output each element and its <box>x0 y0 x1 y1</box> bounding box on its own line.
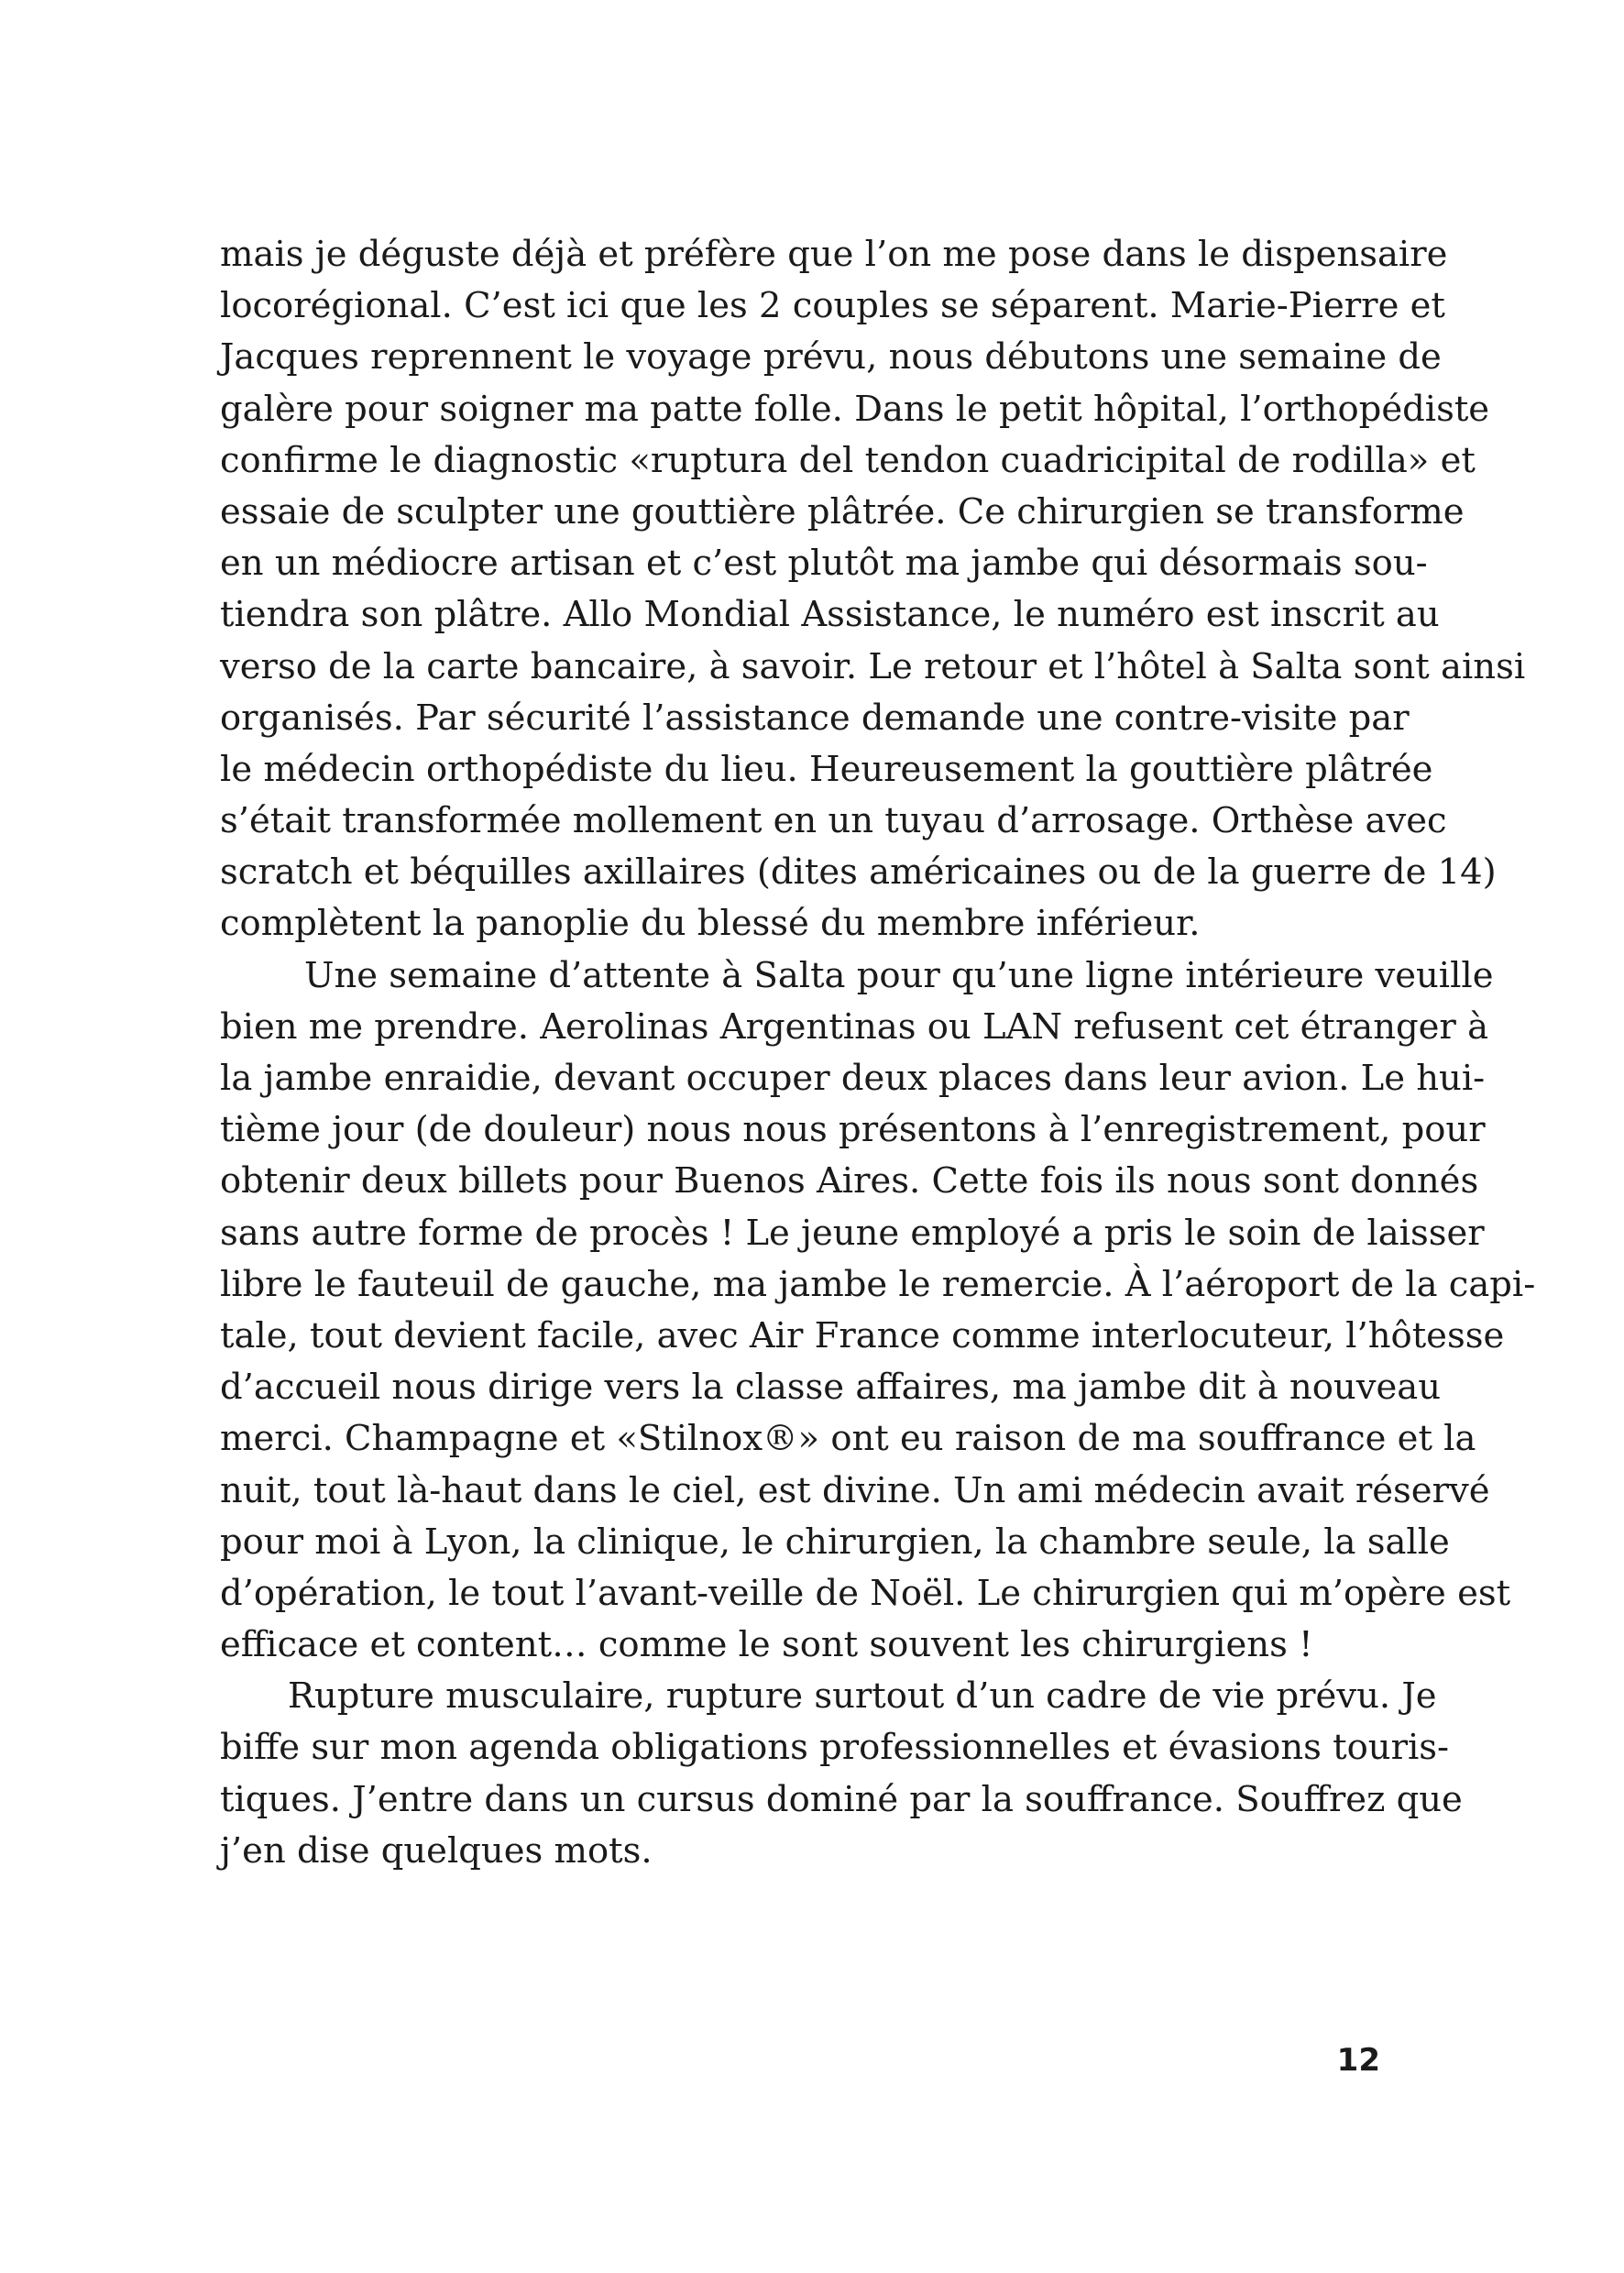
text-line: merci. Champagne et «Stilnox®» ont eu raison de ma souffrance et la <box>220 1418 1476 1460</box>
text-line: Rupture musculaire, rupture surtout d’un cadre de vie prévu. Je <box>288 1675 1437 1718</box>
text-line: le médecin orthopédiste du lieu. Heureusement la gouttière plâtrée <box>220 748 1433 790</box>
text-line: nuit, tout là-haut dans le ciel, est divine. Un ami médecin avait réservé <box>220 1469 1490 1511</box>
text-line: tiques. J’entre dans un cursus dominé par la souffrance. Souffrez que <box>220 1778 1463 1820</box>
body-text <box>220 229 1536 1877</box>
text-line: complètent la panoplie du blessé du membre inférieur. <box>220 903 1201 945</box>
text-line: biffe sur mon agenda obligations professionnelles et évasions touris- <box>220 1727 1450 1769</box>
text-line: bien me prendre. Aerolinas Argentinas ou LAN refusent cet étranger à <box>220 1005 1489 1048</box>
text-line: Une semaine d’attente à Salta pour qu’une ligne intérieure veuille <box>304 954 1494 996</box>
paragraph-3 <box>220 1671 1463 1877</box>
text-line: tiendra son plâtre. Allo Mondial Assistance, le numéro est inscrit au <box>220 594 1440 636</box>
text-line: en un médiocre artisan et c’est plutôt ma jambe qui désormais sou- <box>220 543 1428 585</box>
text-line: obtenir deux billets pour Buenos Aires. Cette fois ils nous sont donnés <box>220 1160 1479 1202</box>
text-line: efficace et content… comme le sont souvent les chirurgiens ! <box>220 1624 1313 1666</box>
text-line: scratch et béquilles axillaires (dites américaines ou de la guerre de 14) <box>220 851 1497 894</box>
text-line: tième jour (de douleur) nous nous présentons à l’enregistrement, pour <box>220 1109 1486 1151</box>
text-line: libre le fauteuil de gauche, ma jambe le remercie. À l’aéroport de la capi- <box>220 1263 1536 1305</box>
paragraph-2 <box>220 950 1536 1672</box>
text-line: j’en dise quelques mots. <box>220 1829 653 1872</box>
text-line: organisés. Par sécurité l’assistance demande une contre-visite par <box>220 697 1410 739</box>
text-line: pour moi à Lyon, la clinique, le chirurgien, la chambre seule, la salle <box>220 1521 1450 1563</box>
text-line: la jambe enraidie, devant occuper deux places dans leur avion. Le hui- <box>220 1058 1486 1099</box>
text-line: galère pour soigner ma patte folle. Dans le petit hôpital, l’orthopédiste <box>220 388 1490 430</box>
text-line: essaie de sculpter une gouttière plâtrée. Ce chirurgien se transforme <box>220 490 1465 533</box>
text-line: Jacques reprennent le voyage prévu, nous débutons une semaine de <box>220 336 1442 379</box>
text-line: verso de la carte bancaire, à savoir. Le retour et l’hôtel à Salta sont ainsi <box>220 645 1526 687</box>
text-line: locorégional. C’est ici que les 2 couples se séparent. Marie-Pierre et <box>220 285 1445 327</box>
text-line: sans autre forme de procès ! Le jeune employé a pris le soin de laisser <box>220 1212 1485 1254</box>
text-line: d’opération, le tout l’avant-veille de Noël. Le chirurgien qui m’opère est <box>220 1572 1511 1614</box>
text-line: mais je déguste déjà et préfère que l’on me pose dans le dispensaire <box>220 234 1448 275</box>
paragraph-1 <box>220 229 1526 950</box>
text-line: confirme le diagnostic «ruptura del tendon cuadricipital de rodilla» et <box>220 439 1476 481</box>
text-line: tale, tout devient facile, avec Air France comme interlocuteur, l’hôtesse <box>220 1314 1505 1356</box>
page-number: 12 <box>1336 2042 1380 2079</box>
text-line: d’accueil nous dirige vers la classe affaires, ma jambe dit à nouveau <box>220 1367 1441 1409</box>
text-line: s’était transformée mollement en un tuyau d’arrosage. Orthèse avec <box>220 800 1447 842</box>
